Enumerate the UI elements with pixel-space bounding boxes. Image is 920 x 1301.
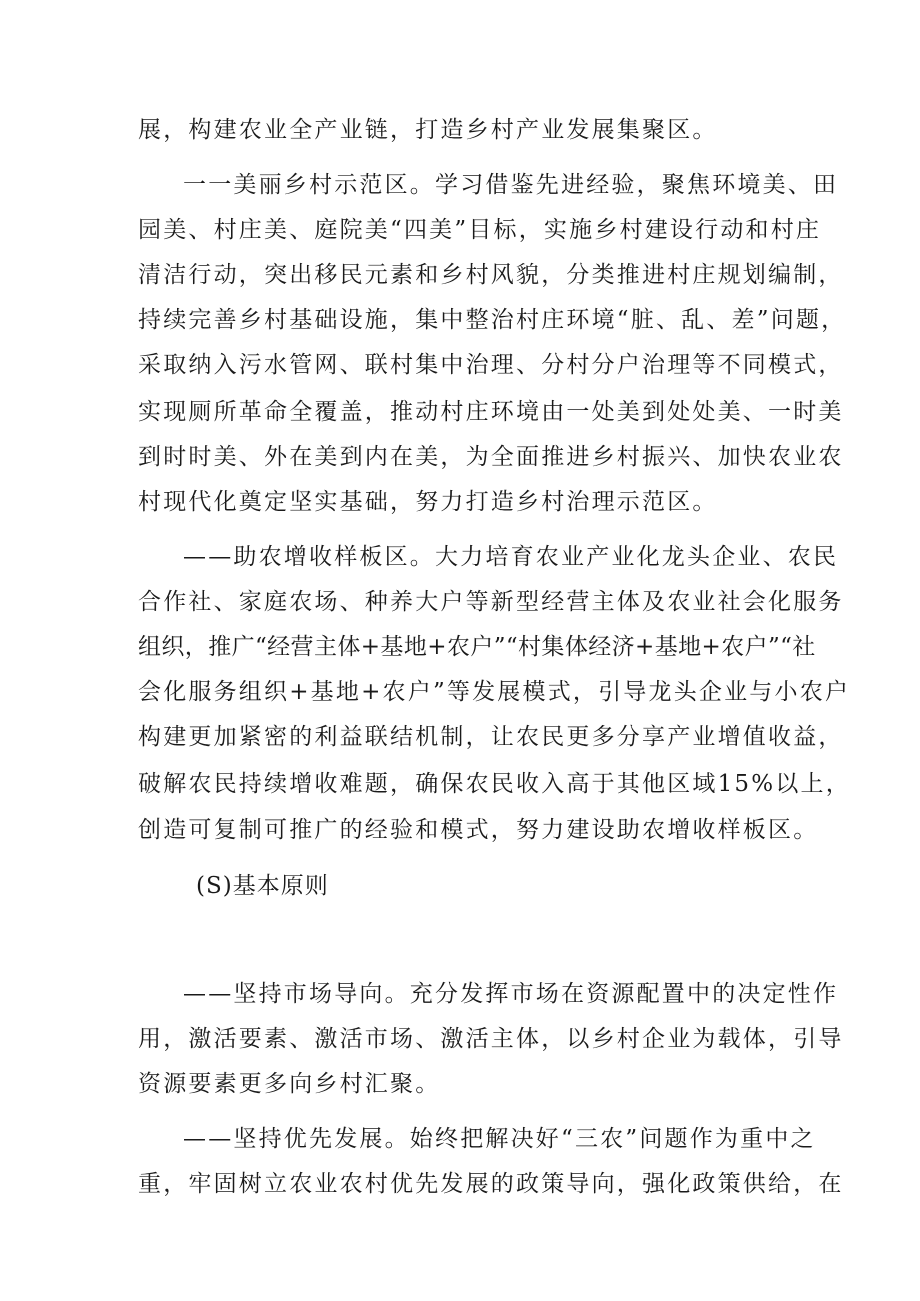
text-line: 组织，推广“经营主体+基地+农户”“村集体经济+基地+农户”“社 [138,634,816,660]
text-line: 破解农民持续增收难题，确保农民收入高于其他区域15%以上， [138,771,851,797]
text-line: 村现代化奠定坚实基础，努力打造乡村治理示范区。 [138,489,718,515]
text-line: 构建更加紧密的利益联结机制，让农民更多分享产业增值收益， [138,724,844,750]
text-line: 用，激活要素、激活市场、激活主体，以乡村企业为载体，引导 [138,1026,844,1052]
text-line: 资源要素更多向乡村汇聚。 [138,1071,441,1097]
text-line: 采取纳入污水管网、联村集中治理、分村分户治理等不同模式， [138,352,844,378]
paragraph-first-line: ——坚持市场导向。充分发挥市场在资源配置中的决定性作 [183,981,839,1007]
text-line: 展，构建农业全产业链，打造乡村产业发展集聚区。 [138,117,718,143]
text-line: 到时时美、外在美到内在美，为全面推进乡村振兴、加快农业农 [138,444,844,470]
paragraph-first-line: ——助农增收样板区。大力培育农业产业化龙头企业、农民 [183,544,839,570]
text-line: 创造可复制可推广的经验和模式，努力建设助农增收样板区。 [138,817,819,843]
section-heading: (S)基本原则 [196,873,329,899]
text-line: 合作社、家庭农场、种养大户等新型经营主体及农业社会化服务 [138,589,844,615]
paragraph-first-line: ——坚持优先发展。始终把解决好“三农”问题作为重中之 [183,1126,816,1152]
text-line: 会化服务组织+基地+农户”等发展模式，引导龙头企业与小农户 [138,679,851,705]
text-line: 持续完善乡村基础设施，集中整治村庄环境“脏、乱、差”问题， [138,307,847,333]
text-line: 清洁行动，突出移民元素和乡村风貌，分类推进村庄规划编制， [138,262,844,288]
text-line: 实现厕所革命全覆盖，推动村庄环境由一处美到处处美、一时美 [138,399,844,425]
text-line: 重，牢固树立农业农村优先发展的政策导向，强化政策供给，在 [138,1171,844,1197]
text-line: 园美、村庄美、庭院美“四美”目标，实施乡村建设行动和村庄 [138,217,822,243]
paragraph-first-line: 一一美丽乡村示范区。学习借鉴先进经验，聚焦环境美、田 [183,172,839,198]
